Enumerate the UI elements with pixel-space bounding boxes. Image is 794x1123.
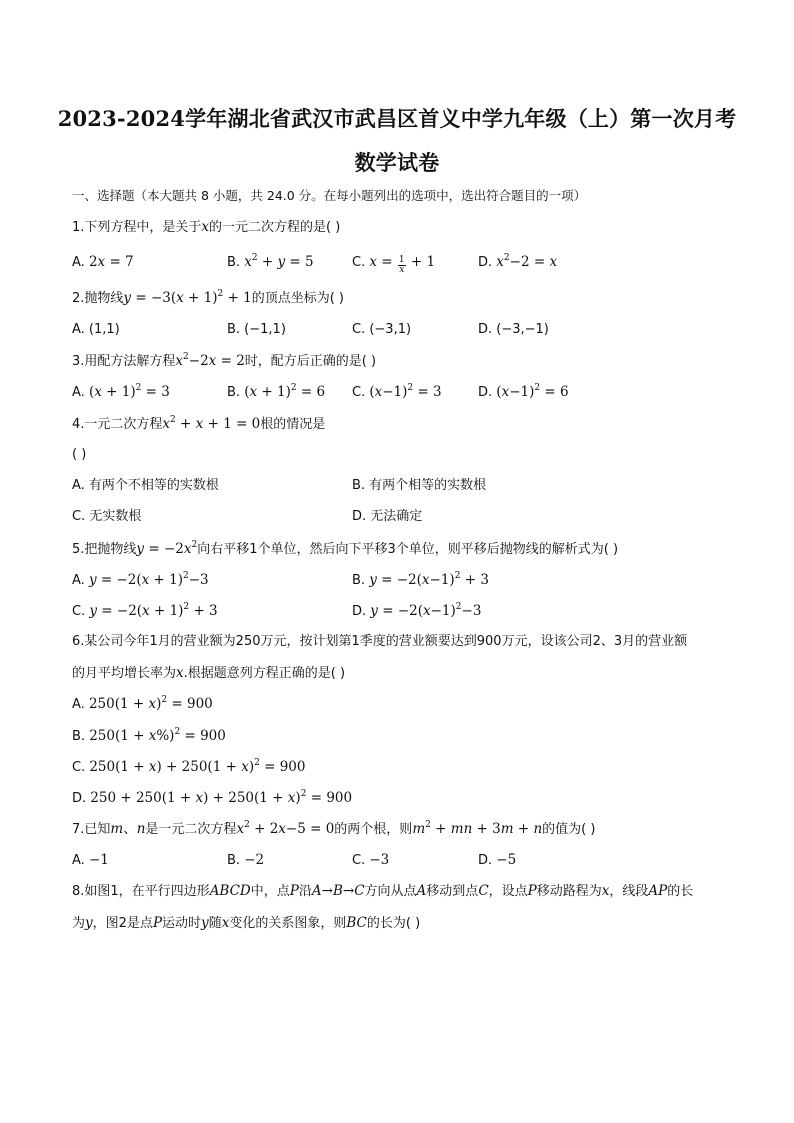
q5-option-c[interactable]: C. $y = -2(x + 1)^2 + 3$ bbox=[72, 602, 218, 619]
q1-option-a[interactable]: A. 2x = 7 bbox=[72, 254, 134, 270]
q4-option-c[interactable]: C. 无实数根 bbox=[72, 509, 142, 524]
q6-option-c-math: $250(1 + x) + 250(1 + x)^2 = 900$ bbox=[89, 758, 306, 775]
q8-t11: ，图2是点 bbox=[92, 916, 153, 931]
question-6-line1: 6.某公司今年1月的营业额为250万元，按计划第1季度的营业额要达到900万元，设该公司2、3月的营业额 bbox=[72, 634, 688, 649]
section-heading: 一、选择题（本大题共 8 小题，共 24.0 分。在每小题列出的选项中，选出符合题目的一项） bbox=[72, 188, 587, 203]
q7-option-a-math: −1 bbox=[88, 852, 109, 868]
q8-abcd: ABCD bbox=[209, 883, 251, 899]
question-5 bbox=[72, 540, 618, 559]
q8-x2: x bbox=[221, 915, 230, 931]
q5-text-pre: 5.把抛物线 bbox=[72, 542, 137, 557]
q3-option-c-math: $(x-1)^2 = 3$ bbox=[369, 383, 442, 400]
q8-t1: 8.如图1，在平行四边形 bbox=[72, 884, 210, 899]
q1-option-b-math: $x^2 + y = 5$ bbox=[244, 253, 314, 270]
q8-t10: 为 bbox=[72, 916, 86, 931]
q8-ap: AP bbox=[648, 883, 668, 899]
q8-a: A bbox=[416, 883, 427, 899]
q7-text-post: 的值为( ) bbox=[542, 822, 596, 837]
q5-option-d-math: $y = -2(x-1)^2-3$ bbox=[370, 602, 482, 619]
q8-path: A→B→C bbox=[311, 883, 365, 899]
q3-option-c[interactable]: C. $(x-1)^2 = 3$ bbox=[352, 383, 442, 400]
question-1 bbox=[72, 218, 340, 237]
q5-option-a-math: $y = -2(x + 1)^2-3$ bbox=[88, 571, 209, 588]
q8-t9: 的长 bbox=[667, 884, 694, 899]
q8-x1: x bbox=[601, 883, 610, 899]
q8-p3: P bbox=[152, 915, 163, 931]
q8-t5: 移动到点 bbox=[426, 884, 479, 899]
q1-option-c[interactable]: C. x = $\frac{1}{x}$ + 1 bbox=[352, 254, 436, 275]
q5-math: $y = -2x^2$ bbox=[136, 540, 198, 557]
q8-t13: 随 bbox=[208, 916, 222, 931]
question-6-line2 bbox=[72, 664, 345, 683]
q4-text-post: 根的情况是 bbox=[260, 417, 326, 432]
q5-option-d[interactable]: D. $y = -2(x-1)^2-3$ bbox=[352, 602, 482, 619]
q8-y2: y bbox=[201, 915, 209, 931]
q4-option-b[interactable]: B. 有两个相等的实数根 bbox=[352, 478, 487, 493]
q6-option-c[interactable]: C. $250(1 + x) + 250(1 + x)^2 = 900$ bbox=[72, 758, 306, 775]
q5-option-c-math: $y = -2(x + 1)^2 + 3$ bbox=[89, 602, 218, 619]
exam-subtitle: 数学试卷 bbox=[354, 150, 440, 175]
q8-t15: 的长为( ) bbox=[366, 916, 421, 931]
q3-option-d[interactable]: D. $(x-1)^2 = 6$ bbox=[478, 383, 569, 400]
q1-option-d[interactable]: D. $x^2-2 = x$ bbox=[478, 253, 558, 270]
question-8-line2 bbox=[72, 914, 420, 933]
q7-option-d-math: −5 bbox=[496, 852, 517, 868]
q4-option-a[interactable]: A. 有两个不相等的实数根 bbox=[72, 478, 219, 493]
q8-t7: 移动路程为 bbox=[536, 884, 602, 899]
q6-text-post: .根据题意列方程正确的是( ) bbox=[183, 666, 346, 681]
q7-option-c-math: −3 bbox=[369, 852, 390, 868]
q2-option-a[interactable]: A. (1,1) bbox=[72, 322, 120, 337]
q6-option-b[interactable]: B. $250(1 + x\%)^2 = 900$ bbox=[72, 727, 226, 744]
q7-option-b[interactable]: B. −2 bbox=[227, 852, 265, 868]
question-3 bbox=[72, 352, 376, 371]
q2-text-post: 的顶点坐标为( ) bbox=[251, 291, 344, 306]
q7-text-pre: 7.已知 bbox=[72, 822, 111, 837]
q1-option-a-math: 2x = 7 bbox=[88, 254, 134, 270]
q2-option-c[interactable]: C. (−3,1) bbox=[352, 322, 412, 337]
q6-text-pre: 的月平均增长率为 bbox=[72, 666, 177, 681]
q8-t8: ，线段 bbox=[609, 884, 649, 899]
q6-option-d-math: $250 + 250(1 + x) + 250(1 + x)^2 = 900$ bbox=[90, 789, 353, 806]
q4-paren: ( ) bbox=[72, 447, 87, 462]
q2-option-b[interactable]: B. (−1,1) bbox=[227, 322, 286, 337]
question-7 bbox=[72, 820, 595, 839]
q8-y1: y bbox=[85, 915, 93, 931]
q6-option-b-math: $250(1 + x\%)^2 = 900$ bbox=[89, 727, 226, 744]
q5-option-a[interactable]: A. $y = -2(x + 1)^2-3$ bbox=[72, 571, 209, 588]
q8-bc: BC bbox=[346, 915, 367, 931]
q7-math: $x^2 + 2x-5 = 0$ bbox=[236, 820, 335, 837]
q7-text-mid2: 的两个根，则 bbox=[334, 822, 413, 837]
q2-text-pre: 2.抛物线 bbox=[72, 291, 124, 306]
q7-text-mid: 是一元二次方程 bbox=[145, 822, 237, 837]
q8-t14: 变化的关系图象，则 bbox=[229, 916, 347, 931]
q8-t2: 中，点 bbox=[250, 884, 290, 899]
q7-mn: m、n bbox=[110, 821, 146, 837]
q8-p2: P bbox=[527, 883, 537, 899]
q8-t3: 沿 bbox=[298, 884, 312, 899]
q1-var: x bbox=[201, 219, 210, 235]
q7-option-b-math: −2 bbox=[244, 852, 265, 868]
q6-option-d[interactable]: D. $250 + 250(1 + x) + 250(1 + x)^2 = 900$ bbox=[72, 789, 353, 806]
q1-text-post: 的一元二次方程的是( ) bbox=[209, 220, 341, 235]
q5-option-b[interactable]: B. $y = -2(x-1)^2 + 3$ bbox=[352, 571, 489, 588]
q4-text-pre: 4.一元二次方程 bbox=[72, 417, 163, 432]
q7-option-d[interactable]: D. −5 bbox=[478, 852, 517, 868]
q6-option-a[interactable]: A. $250(1 + x)^2 = 900$ bbox=[72, 695, 213, 712]
q3-option-b[interactable]: B. $(x + 1)^2 = 6$ bbox=[227, 383, 326, 400]
q3-option-a[interactable]: A. $(x + 1)^2 = 3$ bbox=[72, 383, 170, 400]
question-4 bbox=[72, 415, 325, 434]
q3-text-post: 时，配方后正确的是( ) bbox=[244, 354, 377, 369]
q2-option-d[interactable]: D. (−3,−1) bbox=[478, 322, 549, 337]
q1-text-pre: 1.下列方程中，是关于 bbox=[72, 220, 202, 235]
q8-t4: 方向从点 bbox=[364, 884, 417, 899]
q2-math: $y = -3(x + 1)^2 + 1$ bbox=[123, 289, 252, 306]
q7-math2: $m^2$ + mn + 3m + n bbox=[412, 820, 543, 837]
q3-text-pre: 3.用配方法解方程 bbox=[72, 354, 176, 369]
q1-option-b[interactable]: B. $x^2 + y = 5$ bbox=[227, 253, 314, 270]
exam-title: 2023-2024学年湖北省武汉市武昌区首义中学九年级（上）第一次月考 bbox=[57, 106, 737, 131]
q5-option-b-math: $y = -2(x-1)^2 + 3$ bbox=[369, 571, 489, 588]
q7-option-c[interactable]: C. −3 bbox=[352, 852, 390, 868]
q3-option-d-math: $(x-1)^2 = 6$ bbox=[496, 383, 569, 400]
q8-t12: 运动时 bbox=[162, 916, 202, 931]
q4-math: $x^2 + x + 1 = 0$ bbox=[162, 415, 261, 432]
q8-t6: ，设点 bbox=[488, 884, 528, 899]
q8-c: C bbox=[478, 883, 489, 899]
q5-text-post: 向右平移1个单位，然后向下平移3个单位，则平移后抛物线的解析式为( ) bbox=[197, 542, 619, 557]
q3-option-a-math: $(x + 1)^2 = 3$ bbox=[88, 383, 170, 400]
q6-option-a-math: $250(1 + x)^2 = 900$ bbox=[88, 695, 213, 712]
q1-option-c-math: x = $\frac{1}{x}$ + 1 bbox=[369, 254, 436, 275]
q7-option-a[interactable]: A. −1 bbox=[72, 852, 109, 868]
question-2 bbox=[72, 289, 344, 308]
q4-option-d[interactable]: D. 无法确定 bbox=[352, 509, 423, 524]
q3-math: $x^2-2x = 2$ bbox=[175, 352, 245, 369]
q6-var: x bbox=[176, 665, 184, 681]
q1-option-d-math: $x^2-2 = x$ bbox=[496, 253, 558, 270]
question-8-line1 bbox=[72, 882, 693, 901]
q8-p1: P bbox=[289, 883, 299, 899]
q3-option-b-math: $(x + 1)^2 = 6$ bbox=[244, 383, 326, 400]
